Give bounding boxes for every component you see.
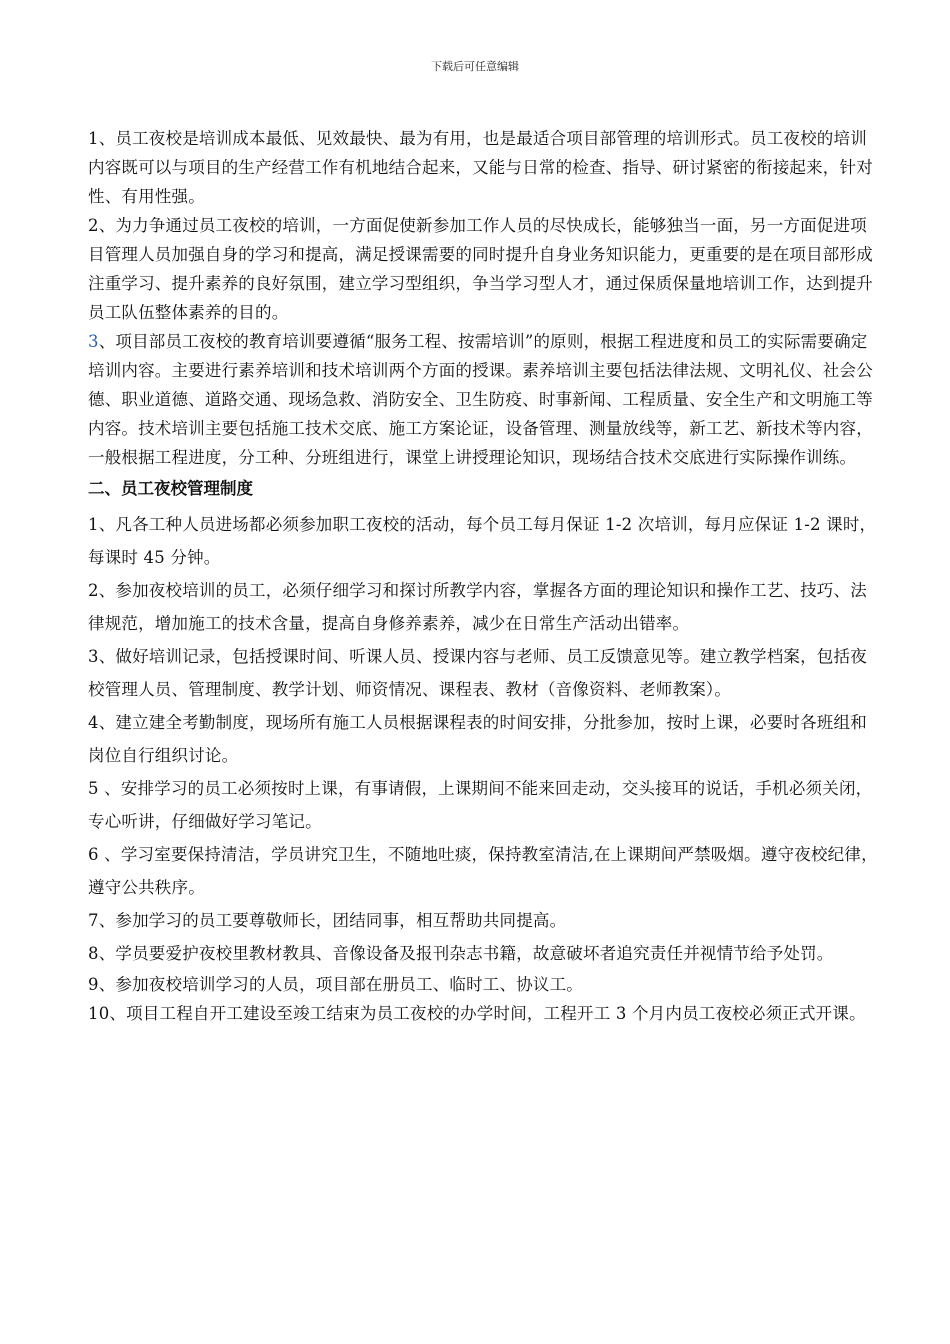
paragraph-text: 、项目部员工夜校的教育培训要遵循“服务工程、按需培训”的原则，根据工程进度和员工的实际需要确定培训内容。主要进行素养培训和技术培训两个方面的授课。素养培训主要包括法律法规、文明礼仪、社会公德、职业道德、道路交通、现场急救、消防安全、卫生防疫、时事新闻、工程质量、安全生产和文明施工等内容。技术培训主要包括施工技术交底、施工方案论证，设备管理、测量放线等，新工艺、新技术等内容，一般根据工程进度，分工种、分班组进行，课堂上讲授理论知识，现场结合技术交底进行实际操作训练。: [88, 332, 873, 467]
paragraph-text: 、为力争通过员工夜校的培训，一方面促使新参加工作人员的尽快成长，能够独当一面，另一方面促进项目管理人员加强自身的学习和提高，满足授课需要的同时提升自身业务知识能力，更重要的是在项目部形成注重学习、提升素养的良好氛围，建立学习型组织，争当学习型人才，通过保质保量地培训工作，达到提升员工队伍整体素养的目的。: [88, 216, 873, 322]
rule-item-1: 1、凡各工种人员进场都必须参加职工夜校的活动，每个员工每月保证 1-2 次培训，每月应保证 1-2 课时，每课时 45 分钟。: [88, 515, 877, 567]
rule-item-4: 4、建立建全考勤制度，现场所有施工人员根据课程表的时间安排，分批参加，按时上课，必要时各班组和岗位自行组织讨论。: [88, 713, 867, 765]
rule-item-6: 6 、学习室要保持清洁，学员讲究卫生，不随地吐痰，保持教室清洁,在上课期间严禁吸烟。遵守夜校纪律，遵守公共秩序。: [88, 845, 878, 897]
rule-item-9: 9、参加夜校培训学习的人员，项目部在册员工、临时工、协议工。: [88, 975, 583, 994]
rule-item-5: 5 、安排学习的员工必须按时上课，有事请假，上课期间不能来回走动，交头接耳的说话，手机必须关闭，专心听讲，仔细做好学习笔记。: [88, 779, 873, 831]
rule-item-8: 8、学员要爱护夜校里教材教具、音像设备及报刊杂志书籍，故意破坏者追究责任并视情节给予处罚。: [88, 944, 834, 963]
page-header: 下载后可任意编辑: [431, 60, 519, 73]
rule-item-3: 3、做好培训记录，包括授课时间、听课人员、授课内容与老师、员工反馈意见等。建立教学档案，包括夜校管理人员、管理制度、教学计划、师资情况、课程表、教材（音像资料、老师教案）。: [88, 647, 867, 699]
paragraph-number: 1: [88, 129, 99, 148]
rule-item-10: 10、项目工程自开工建设至竣工结束为员工夜校的办学时间，工程开工 3 个月内员工夜校必须正式开课。: [88, 1004, 866, 1023]
rule-item-7: 7、参加学习的员工要尊敬师长，团结同事，相互帮助共同提高。: [88, 911, 567, 930]
document-body: [88, 124, 878, 1028]
intro-paragraph-1: [88, 124, 878, 211]
intro-paragraph-3: [88, 327, 878, 472]
paragraph-number: 3: [88, 332, 99, 351]
paragraph-number: 2: [88, 216, 99, 235]
paragraph-text: 、员工夜校是培训成本最低、见效最快、最为有用，也是最适合项目部管理的培训形式。员工夜校的培训内容既可以与项目的生产经营工作有机地结合起来，又能与日常的检查、指导、研讨紧密的衔接起来，针对性、有用性强。: [88, 129, 873, 206]
rule-item-2: 2、参加夜校培训的员工，必须仔细学习和探讨所教学内容，掌握各方面的理论知识和操作工艺、技巧、法律规范，增加施工的技术含量，提高自身修养素养，减少在日常生产活动出错率。: [88, 581, 867, 633]
intro-paragraph-2: [88, 211, 878, 327]
section-heading: 二、员工夜校管理制度: [88, 479, 253, 498]
